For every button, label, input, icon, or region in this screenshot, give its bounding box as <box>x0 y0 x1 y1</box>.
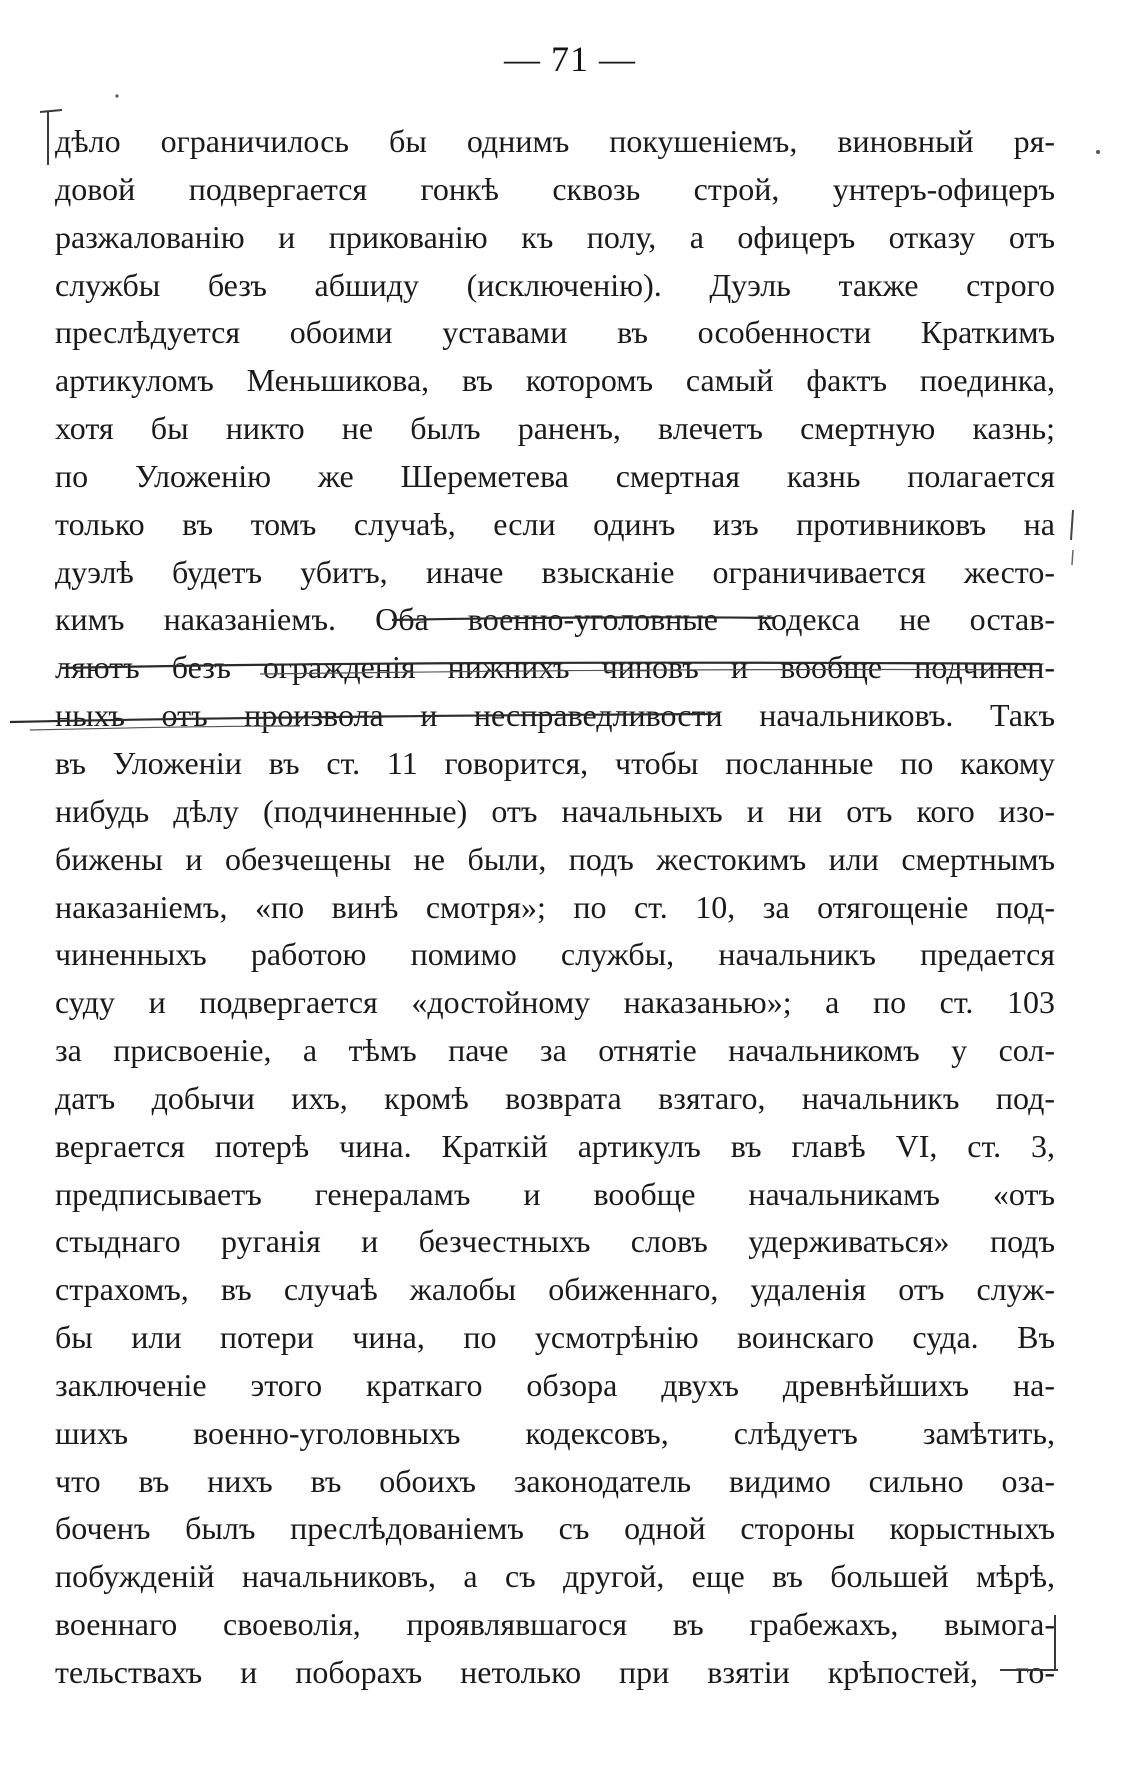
body-text <box>55 118 1055 1697</box>
text-line: разжалованію и прикованію къ полу, а офицеръ отказу отъ <box>55 218 1055 255</box>
text-line: предписываетъ генераламъ и вообще начальникамъ «отъ <box>55 1175 1055 1212</box>
text-line: вергается потерѣ чина. Краткій артикулъ въ главѣ VI, ст. 3, <box>55 1127 1055 1164</box>
text-line: тельствахъ и поборахъ нетолько при взятіи крѣпостей, го- <box>55 1654 1055 1690</box>
text-line: дуэлѣ будетъ убитъ, иначе взысканіе ограничивается жесто- <box>55 553 1055 590</box>
text-line: ныхъ отъ произвола и несправедливости начальниковъ. Такъ <box>55 697 1055 734</box>
text-line: наказаніемъ, «по винѣ смотря»; по ст. 10, за отягощеніе под- <box>55 888 1055 925</box>
text-line: довой подвергается гонкѣ сквозь строй, унтеръ-офицеръ <box>55 170 1055 207</box>
text-line: преслѣдуется обоими уставами въ особенности Краткимъ <box>55 314 1055 351</box>
text-line: шихъ военно-уголовныхъ кодексовъ, слѣдуетъ замѣтить, <box>55 1414 1055 1451</box>
margin-dot <box>115 94 118 97</box>
text-line: кимъ наказаніемъ. Оба военно-уголовные кодекса не остав- <box>55 601 1055 638</box>
text-line: что въ нихъ въ обоихъ законодатель видимо сильно оза- <box>55 1462 1055 1499</box>
text-line: только въ томъ случаѣ, если одинъ изъ противниковъ на <box>55 505 1055 542</box>
margin-mark <box>1072 550 1073 565</box>
text-line: суду и подвергается «достойному наказанью»; а по ст. 103 <box>55 984 1055 1021</box>
text-line: заключеніе этого краткаго обзора двухъ древнѣйшихъ на- <box>55 1366 1055 1403</box>
text-line: за присвоеніе, а тѣмъ паче за отнятіе начальникомъ у сол- <box>55 1032 1055 1069</box>
text-line: военнаго своеволія, проявлявшагося въ грабежахъ, вымога- <box>55 1606 1055 1643</box>
margin-dot <box>1096 150 1100 154</box>
text-line: нибудь дѣлу (подчиненные) отъ начальныхъ и ни отъ кого изо- <box>55 792 1055 829</box>
text-line: ляютъ безъ огражденія нижнихъ чиновъ и вообще подчинен- <box>55 649 1055 686</box>
text-line: чиненныхъ работою помимо службы, начальникъ предается <box>55 936 1055 973</box>
text-line: по Уложенію же Шереметева смертная казнь полагается <box>55 457 1055 494</box>
text-line: артикуломъ Меньшикова, въ которомъ самый фактъ поединка, <box>55 362 1055 399</box>
text-line: боченъ былъ преслѣдованіемъ съ одной стороны корыстныхъ <box>55 1510 1055 1547</box>
text-line: въ Уложеніи въ ст. 11 говорится, чтобы посланные по какому <box>55 744 1055 781</box>
page-number: — 71 — <box>504 39 636 79</box>
text-line: бижены и обезчещены не были, подъ жестокимъ или смертнымъ <box>55 840 1055 877</box>
text-line: службы безъ абшиду (исключенію). Дуэль также строго <box>55 266 1055 303</box>
text-line: бы или потери чина, по усмотрѣнію воинскаго суда. Въ <box>55 1319 1055 1356</box>
text-line: побужденій начальниковъ, а съ другой, еще въ большей мѣрѣ, <box>55 1558 1055 1595</box>
text-line: дѣло ограничилось бы однимъ покушеніемъ, виновный ря- <box>55 123 1055 159</box>
text-line: стыднаго руганія и безчестныхъ словъ удерживаться» подъ <box>55 1223 1055 1260</box>
text-line: хотя бы никто не былъ раненъ, влечетъ смертную казнь; <box>55 410 1055 447</box>
text-line: страхомъ, въ случаѣ жалобы обиженнаго, удаленія отъ служ- <box>55 1271 1055 1308</box>
text-line: датъ добычи ихъ, кромѣ возврата взятаго, начальникъ под- <box>55 1079 1055 1116</box>
margin-mark <box>1071 510 1073 540</box>
